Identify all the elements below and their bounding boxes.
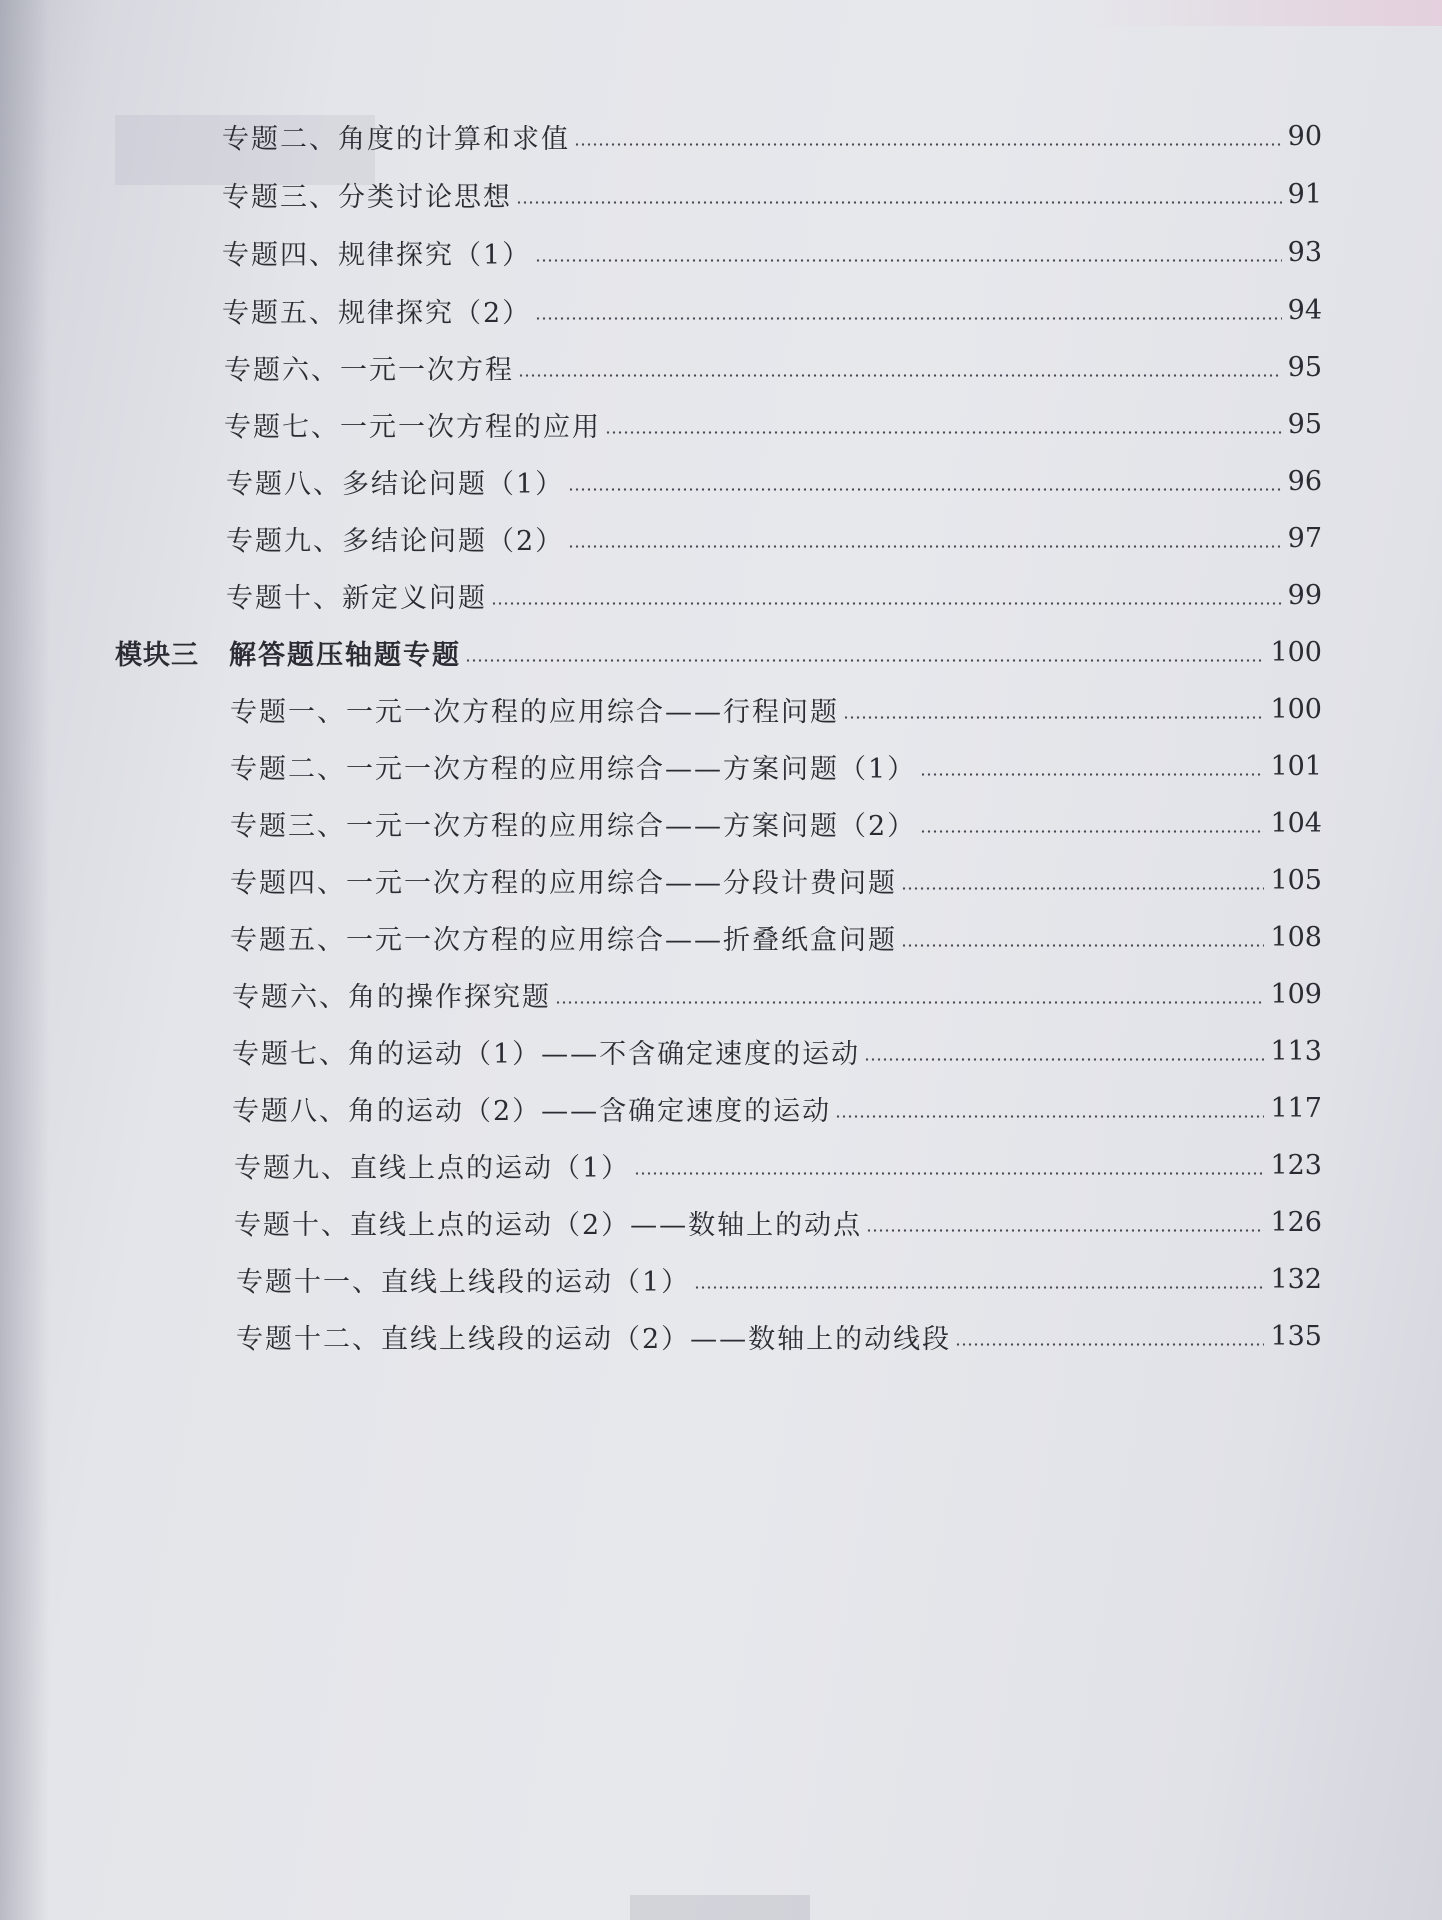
toc-entry[interactable] — [230, 857, 1322, 903]
toc-entry-page: 101 — [1270, 750, 1322, 782]
dot-leader — [634, 1172, 1264, 1175]
toc-entry-title: 专题八、角的运动（2）——含确定速度的运动 — [232, 1095, 832, 1127]
toc-entry[interactable] — [236, 1313, 1322, 1359]
toc-entry-page: 117 — [1270, 1092, 1322, 1124]
toc-entry-title: 专题八、多结论问题（1） — [226, 468, 565, 500]
toc-entry-page: 105 — [1270, 864, 1322, 896]
toc-entry-title: 专题四、规律探究（1） — [222, 239, 532, 271]
toc-entry-title: 专题三、分类讨论思想 — [222, 181, 512, 213]
toc-entry-title: 专题二、角度的计算和求值 — [222, 123, 570, 155]
toc-entry-page: 91 — [1287, 178, 1322, 210]
dot-leader — [535, 317, 1281, 320]
toc-entry-title: 专题六、角的操作探究题 — [232, 981, 551, 1013]
dot-leader — [465, 659, 1264, 662]
toc-entry-page: 100 — [1270, 693, 1322, 725]
toc-entry-page: 123 — [1270, 1149, 1322, 1181]
dot-leader — [920, 773, 1264, 776]
toc-entry-page: 93 — [1287, 236, 1322, 268]
module-page: 100 — [1270, 636, 1322, 668]
dot-leader — [605, 431, 1282, 434]
toc-entry[interactable] — [232, 971, 1322, 1017]
toc-entry-title: 专题三、一元一次方程的应用综合——方案问题（2） — [230, 810, 917, 842]
toc-entry[interactable] — [222, 287, 1322, 333]
toc-entry-title: 专题四、一元一次方程的应用综合——分段计费问题 — [230, 867, 897, 899]
toc-entry-page: 135 — [1270, 1320, 1322, 1352]
toc-entry-page: 94 — [1287, 294, 1322, 326]
toc-entry-title: 专题七、角的运动（1）——不含确定速度的运动 — [232, 1038, 861, 1070]
toc-entry-title: 专题五、一元一次方程的应用综合——折叠纸盒问题 — [230, 924, 897, 956]
toc-entry-title: 专题十一、直线上线段的运动（1） — [236, 1266, 691, 1298]
toc-entry-title: 专题七、一元一次方程的应用 — [224, 411, 601, 443]
toc-entry-title: 专题九、直线上点的运动（1） — [234, 1152, 631, 1184]
toc-entry-page: 104 — [1270, 807, 1322, 839]
toc-entry[interactable] — [230, 914, 1322, 960]
toc-entry-title: 专题五、规律探究（2） — [222, 297, 532, 329]
toc-entry-title: 专题十、直线上点的运动（2）——数轴上的动点 — [234, 1209, 863, 1241]
dot-leader — [955, 1343, 1264, 1346]
toc-entry-title: 专题二、一元一次方程的应用综合——方案问题（1） — [230, 753, 917, 785]
dot-leader — [835, 1115, 1264, 1118]
dot-leader — [555, 1001, 1264, 1004]
dot-leader — [491, 602, 1282, 605]
module-label: 模块三 — [115, 639, 199, 671]
dot-leader — [694, 1286, 1264, 1289]
dot-leader — [901, 887, 1264, 890]
toc-entry[interactable] — [224, 344, 1322, 390]
toc-entry[interactable] — [232, 1085, 1322, 1131]
toc-entry-page: 109 — [1270, 978, 1322, 1010]
toc-entry-page: 113 — [1270, 1035, 1322, 1067]
toc-module-heading[interactable] — [115, 629, 1322, 675]
toc-entry-page: 132 — [1270, 1263, 1322, 1295]
toc-entry[interactable] — [230, 800, 1322, 846]
toc-entry-page: 95 — [1287, 351, 1322, 383]
toc-entry-page: 97 — [1287, 522, 1322, 554]
toc-entry[interactable] — [224, 401, 1322, 447]
dot-leader — [574, 143, 1282, 146]
toc-entry[interactable] — [230, 743, 1322, 789]
dot-leader — [864, 1058, 1264, 1061]
toc-entry-title: 专题一、一元一次方程的应用综合——行程问题 — [230, 696, 839, 728]
toc-entry[interactable] — [222, 113, 1322, 159]
toc-entry[interactable] — [234, 1199, 1322, 1245]
toc-entry-page: 108 — [1270, 921, 1322, 953]
toc-entry-page: 90 — [1287, 120, 1322, 152]
toc-entry-title: 专题十二、直线上线段的运动（2）——数轴上的动线段 — [236, 1323, 952, 1355]
toc-entry-title: 专题十、新定义问题 — [226, 582, 487, 614]
toc-entry[interactable] — [232, 1028, 1322, 1074]
toc-entry[interactable] — [226, 572, 1322, 618]
toc-entry-page: 99 — [1287, 579, 1322, 611]
dot-leader — [568, 545, 1281, 548]
dot-leader — [568, 488, 1281, 491]
dot-leader — [920, 830, 1264, 833]
toc-entry[interactable] — [226, 515, 1322, 561]
dot-leader — [535, 259, 1281, 262]
dot-leader — [516, 201, 1282, 204]
dot-leader — [843, 716, 1264, 719]
toc-entry[interactable] — [236, 1256, 1322, 1302]
toc-entry-title: 专题九、多结论问题（2） — [226, 525, 565, 557]
dot-leader — [866, 1229, 1264, 1232]
toc-entry-title: 专题六、一元一次方程 — [224, 354, 514, 386]
dot-leader — [518, 374, 1282, 377]
toc-entry[interactable] — [222, 171, 1322, 217]
toc-entry[interactable] — [226, 458, 1322, 504]
dot-leader — [901, 944, 1264, 947]
toc-entry-page: 95 — [1287, 408, 1322, 440]
toc-entry[interactable] — [230, 686, 1322, 732]
module-title: 解答题压轴题专题 — [229, 639, 461, 671]
toc-entry[interactable] — [234, 1142, 1322, 1188]
toc-entry-page: 96 — [1287, 465, 1322, 497]
toc-entry-page: 126 — [1270, 1206, 1322, 1238]
toc-entry[interactable] — [222, 229, 1322, 275]
